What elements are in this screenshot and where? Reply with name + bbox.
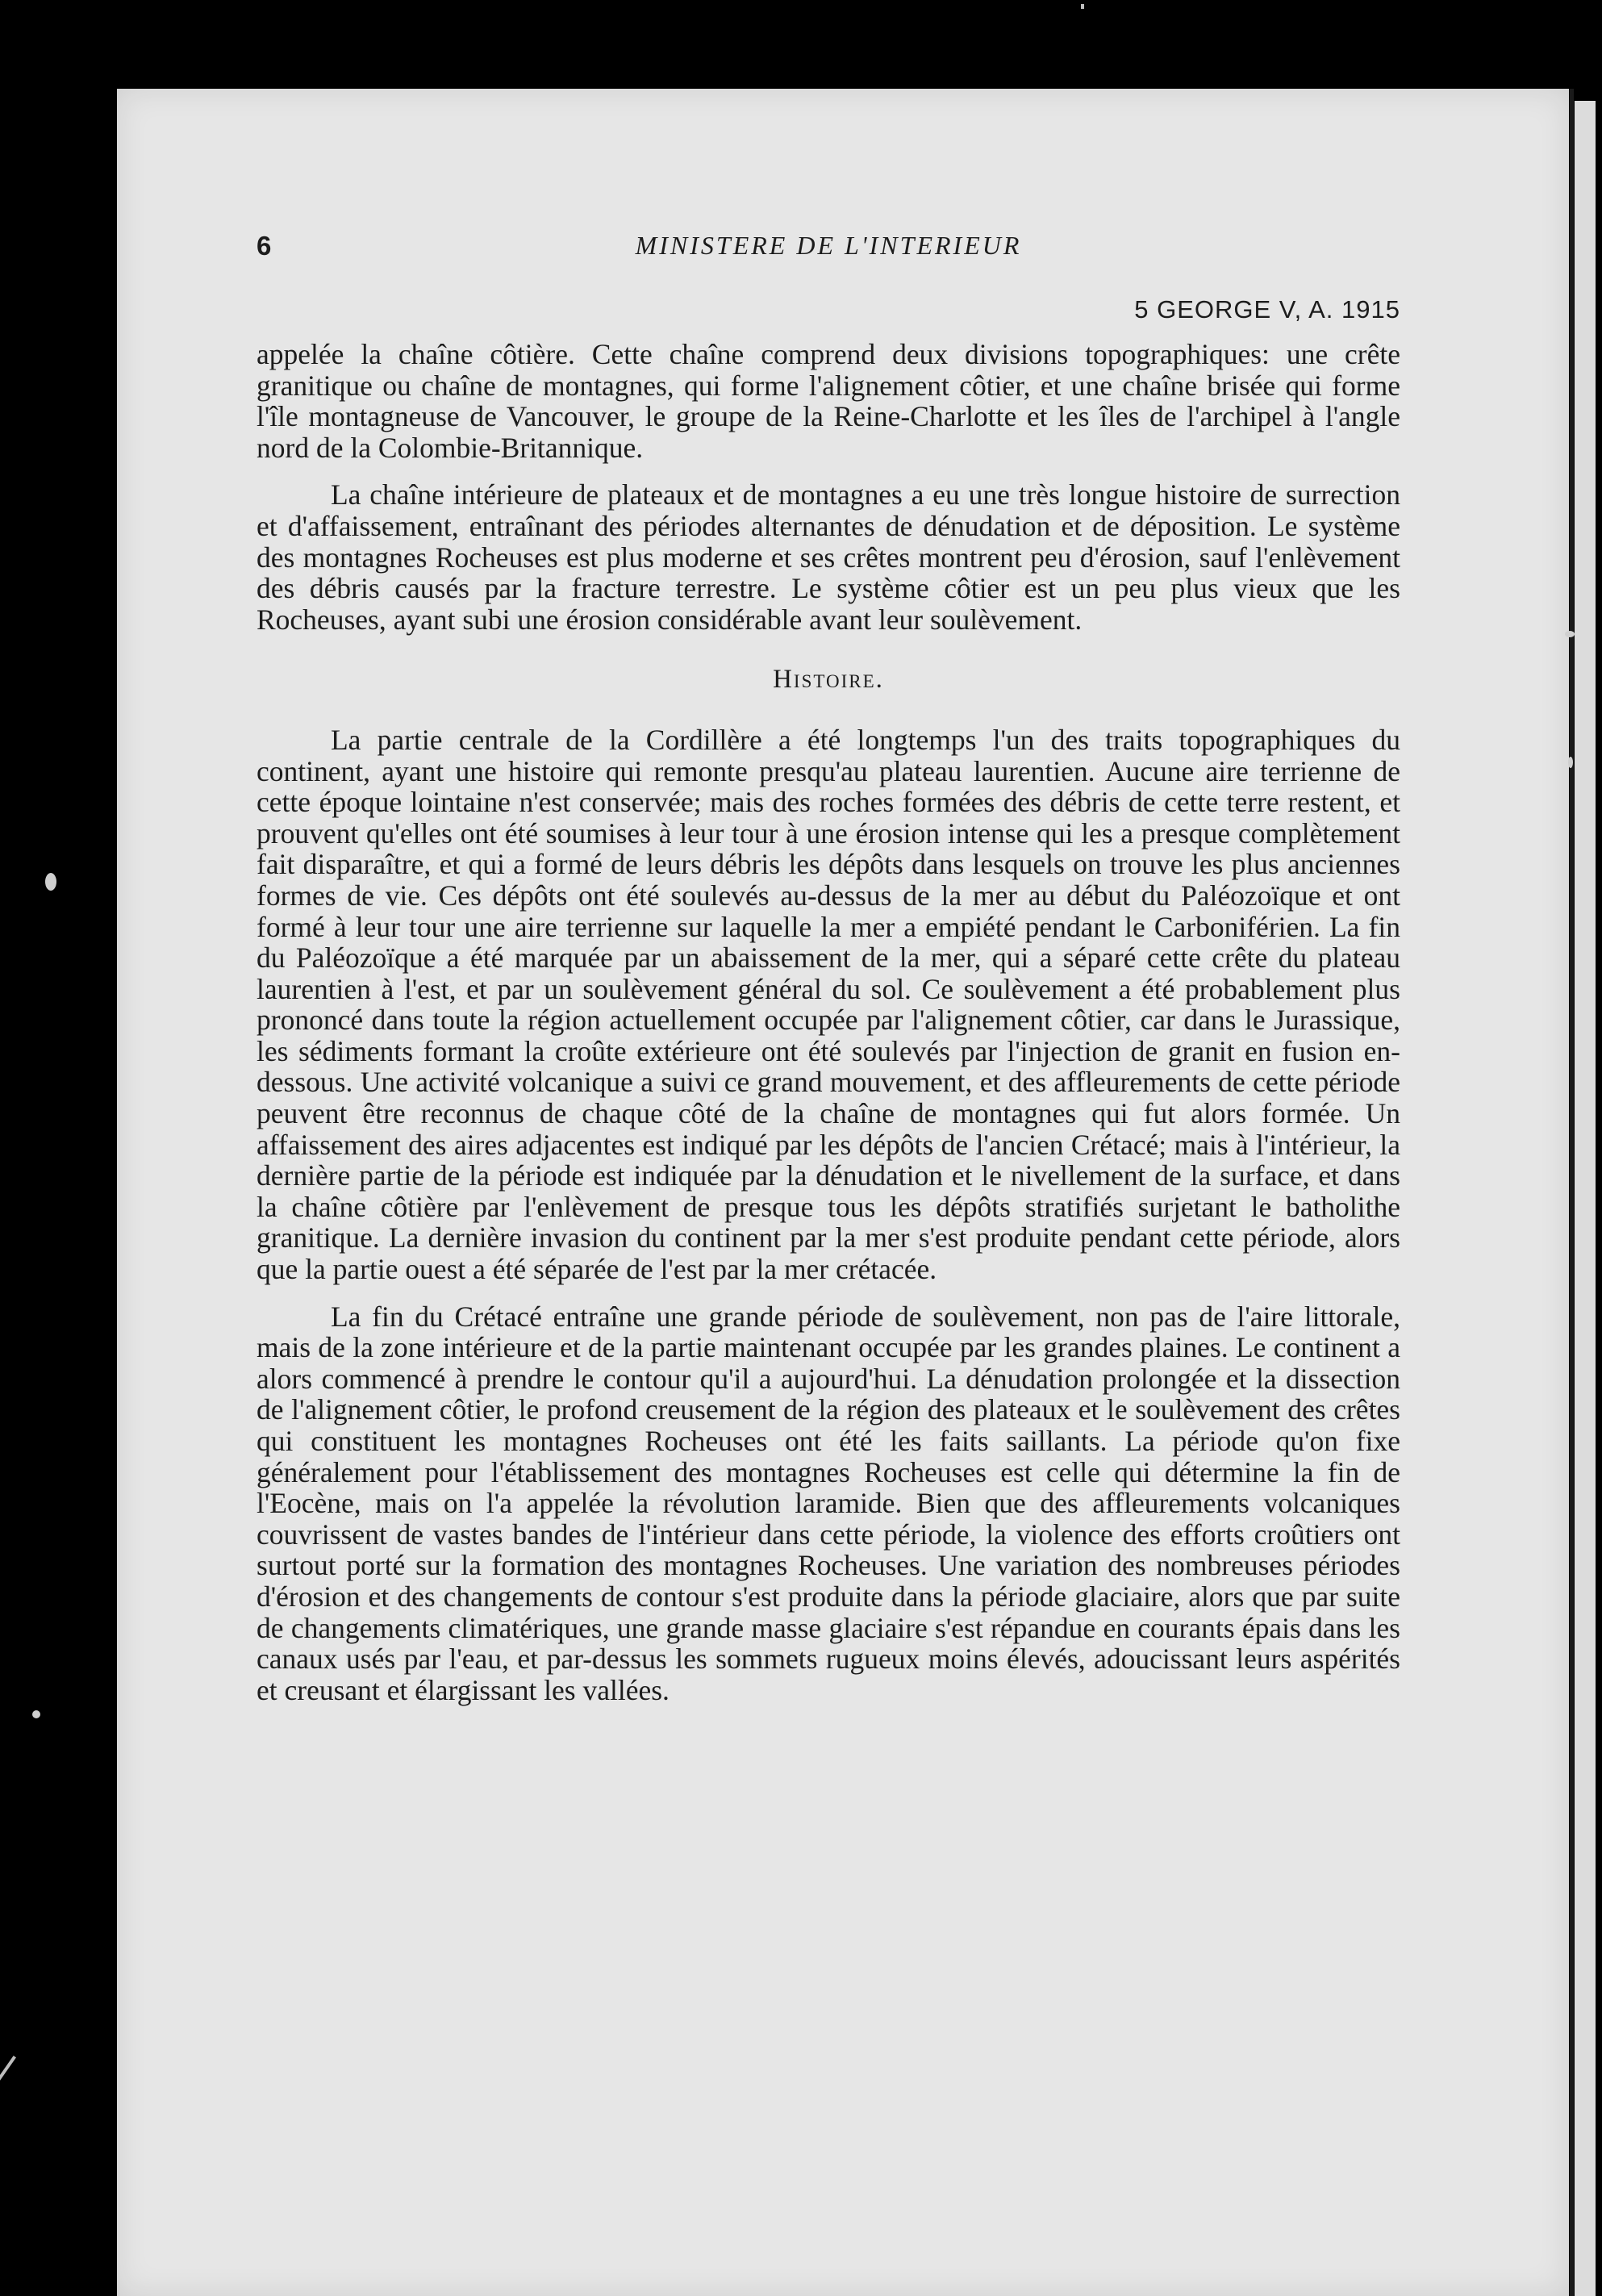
paragraph-coastal-chain: appelée la chaîne côtière. Cette chaîne comprend deux divisions topographiques: une crête granitique ou chaîne de montagnes, qui forme l'alignement côtier, et une chaîne brisée qui forme l'île montagneuse de Vancouver, le groupe de la Reine-Charlotte et les îles de l'archipel à l'angle nord de la Colombie-Britannique.: [257, 338, 1400, 464]
session-line: 5 GEORGE V, A. 1915: [1134, 295, 1400, 324]
paragraph-history-cordillera: La partie centrale de la Cordillère a été longtemps l'un des traits topographiques du continent, ayant une histoire qui remonte presqu'au plateau laurentien. Aucune aire terrienne de cette époque lointaine n'est conservée; mais des roches formées des débris de cette terre restent, et prouvent qu'elles ont été soumises à leur tour à une érosion intense qui les a presque complètement fait disparaître, et qui a formé de leurs débris les dépôts dans lesquels on trouve les plus anciennes formes de vie. Ces dépôts ont été soulevés au-dessus de la mer au début du Paléozoïque et ont formé à leur tour une aire terrienne sur laquelle la mer a empiété pendant le Carboniférien. La fin du Paléozoïque a été marquée par un abaissement de la mer, qui a séparé cette crête du plateau laurentien à l'est, et par un soulèvement général du sol. Ce soulèvement a été probablement plus prononcé dans toute la région actuellement occupée par l'alignement côtier, car dans le Jurassique, les sédiments formant la croûte extérieure ont été soulevés par l'injection de granit en fusion en-dessous. Une activité volcanique a suivi ce grand mouvement, et des affleurements de cette période peuvent être reconnus de chaque côté de la chaîne de montagnes qui fut alors formée. Un affaissement des aires adjacentes est indiqué par les dépôts de l'ancien Crétacé; mais à l'intérieur, la dernière partie de la période est indiquée par la dénudation et le nivellement de la surface, et dans la chaîne côtière par l'enlèvement de presque tous les dépôts stratifiés surjetant le batholithe granitique. La dernière invasion du continent par la mer s'est produite pendant cette période, alors que la partie ouest a été séparée de l'est par la mer crétacée.: [257, 723, 1400, 1286]
body-text: [257, 339, 1400, 1705]
page-number: 6: [257, 231, 272, 261]
scan-speck: [1568, 757, 1573, 768]
scan-speck: [32, 1710, 40, 1718]
journal-title: MINISTERE DE L'INTERIEUR: [635, 231, 1022, 260]
scan-mark: [0, 2056, 16, 2081]
paragraph-interior-chain: La chaîne intérieure de plateaux et de montagnes a eu une très longue histoire de surrection et d'affaissement, entraînant des périodes alternantes de dénudation et de déposition. Le système des montagnes Rocheuses est plus moderne et ses crêtes montrent peu d'érosion, sauf l'enlèvement des débris causés par la fracture terrestre. Le système côtier est un peu plus vieux que les Rocheuses, ayant subi une érosion considérable avant leur soulèvement.: [257, 478, 1400, 636]
section-heading: Histoire.: [773, 665, 884, 695]
scan-speck: [1565, 631, 1575, 637]
binding-gutter: [1570, 89, 1574, 2296]
scan-speck: [45, 873, 56, 891]
scan-mark: [1081, 4, 1084, 9]
paragraph-history-cretaceous: La fin du Crétacé entraîne une grande période de soulèvement, non pas de l'aire littorale, mais de la zone intérieure et de la partie maintenant occupée par les grandes plaines. Le continent a alors commencé à prendre le contour qu'il a aujourd'hui. La dénudation prolongée et la dissection de l'alignement côtier, le profond creusement de la région des plateaux et le soulèvement des crêtes qui constituent les montagnes Rocheuses ont été les faits saillants. La période qu'on fixe généralement pour l'établissement des montagnes Rocheuses est celle qui détermine la fin de l'Eocène, mais on l'a appelée la révolution laramide. Bien que des affleurements volcaniques couvrissent de vastes bandes de l'intérieur dans cette période, la violence des efforts croûtiers ont surtout porté sur la formation des montagnes Rocheuses. Une variation des nombreuses périodes d'érosion et des changements de contour s'est produite dans la période glaciaire, alors que par suite de changements climatériques, une grande masse glaciaire s'est répandue en courants épais dans les canaux usés par l'eau, et par-dessus les sommets rugueux moins élevés, adoucissant leurs aspérités et creusant et élargissant les vallées.: [257, 1300, 1400, 1706]
adjacent-page-edge: [1575, 101, 1596, 2296]
running-head: [257, 231, 1400, 271]
